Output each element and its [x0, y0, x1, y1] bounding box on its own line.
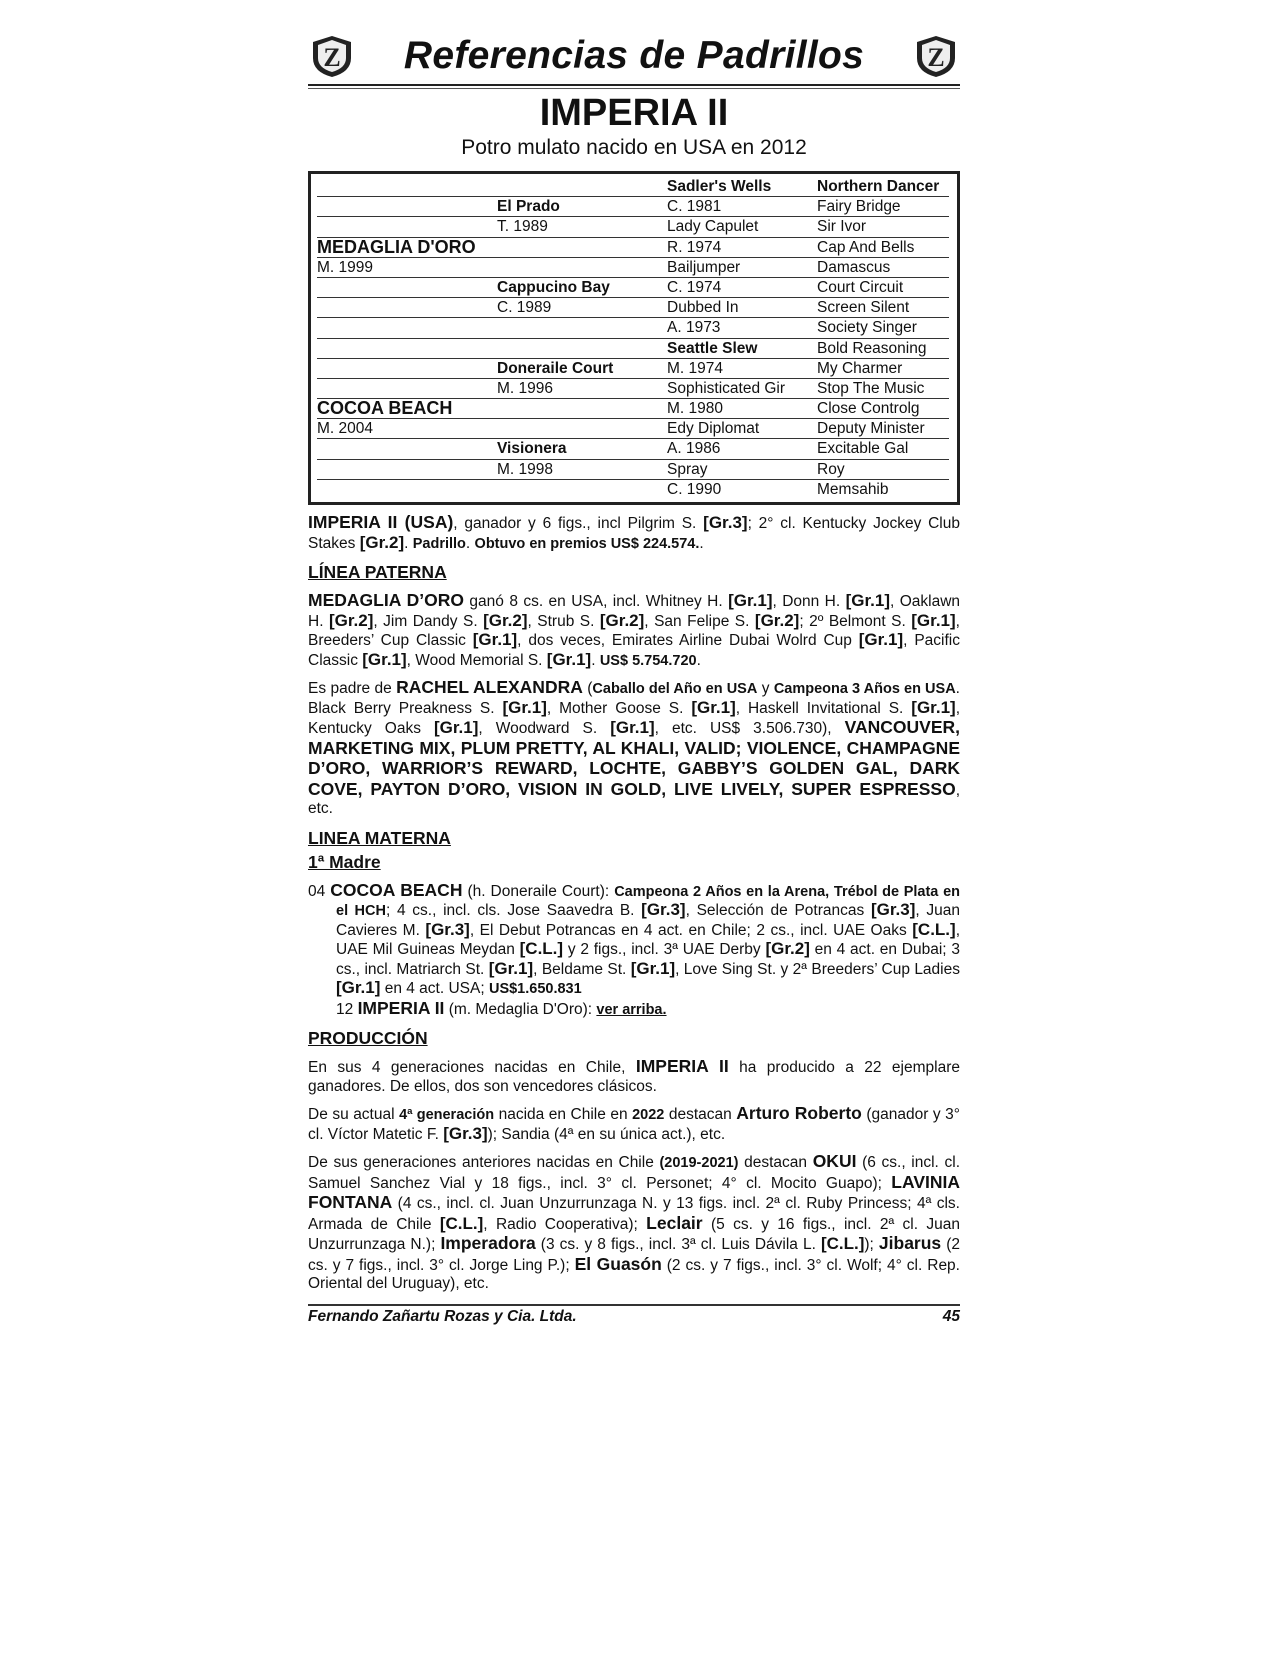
pedigree-row	[317, 480, 949, 499]
pedigree-row	[317, 460, 949, 480]
pedigree-cell: M. 2004	[317, 420, 374, 438]
pedigree-cell: C. 1990	[667, 480, 722, 498]
horse-name: IMPERIA II	[539, 92, 729, 134]
dam-entry: 04 COCOA BEACH (h. Doneraile Court): Campeona 2 Años en la Arena, Trébol de Plata en el HCH; 4 cs., incl. cls. Jose Saavedra B. [Gr.3], Selección de Potrancas [Gr.3], Juan Cavieres M. [Gr.3], El Debut Potrancas en 4 act. en Chile; 2 cs., incl. UAE Oaks [C.L.], UAE Mil Guineas Meydan [C.L.] y 2 figs., incl. 3ª UAE Derby [Gr.2] en 4 act. en Dubai; 3 cs., incl. Matriarch St. [Gr.1], Beldame St. [Gr.1], Love Sing St. y 2ª Breeders’ Cup Ladies [Gr.1] en 4 act. USA; US$1.650.831	[308, 879, 960, 997]
pedigree-cell: Seattle Slew	[667, 339, 758, 357]
primera-madre-heading: 1ª Madre	[308, 851, 381, 872]
linea-materna-heading: LINEA MATERNA	[308, 827, 451, 848]
pedigree-cell: My Charmer	[817, 359, 903, 377]
produccion-paragraph-3: De sus generaciones anteriores nacidas en Chile (2019-2021) destacan OKUI (6 cs., incl. cl. Samuel Sanchez Vial y 18 figs., incl. 3° cl. Personet; 4° cl. Mocito Guapo); LAVINIA FONTANA (4 cs., incl. cl. Juan Unzurrunzaga N. y 13 figs. incl. 2ª cl. Ruby Princess; 4ª cls. Armada de Chile [C.L.], Radio Cooperativa); Leclair (5 cs. y 16 figs., incl. 2ª cl. Juan Unzurrunzaga N.); Imperadora (3 cs. y 8 figs., incl. 3ª cl. Luis Dávila L. [C.L.]); Jibarus (2 cs. y 7 figs., incl. 3° cl. Jorge Ling P.); El Guasón (2 cs. y 7 figs., incl. 3° cl. Wolf; 4° cl. Rep. Oriental del Uruguay), etc.	[308, 1151, 960, 1292]
pedigree-cell: M. 1974	[667, 359, 724, 377]
pedigree-cell: Doneraile Court	[497, 359, 614, 377]
pedigree-cell: Sir Ivor	[817, 218, 867, 236]
pedigree-cell: Lady Capulet	[667, 218, 759, 236]
zanartu-logo-icon	[914, 34, 958, 78]
pedigree-cell: Deputy Minister	[817, 420, 925, 438]
footer-company: Fernando Zañartu Rozas y Cia. Ltda.	[308, 1307, 577, 1325]
pedigree-cell: MEDAGLIA D'ORO	[317, 236, 476, 257]
pedigree-cell: Spray	[667, 460, 708, 478]
dam-produce-entry: 12 IMPERIA II (m. Medaglia D'Oro): ver arriba.	[336, 997, 667, 1018]
pedigree-cell: Visionera	[497, 440, 567, 458]
pedigree-cell: M. 1998	[497, 460, 554, 478]
svg-text:Z: Z	[323, 43, 341, 72]
pedigree-row	[317, 399, 949, 419]
progeny-paragraph: Es padre de RACHEL ALEXANDRA (Caballo del Año en USA y Campeona 3 Años en USA. Black Berry Preakness S. [Gr.1], Mother Goose S. [Gr.1], Haskell Invitational S. [Gr.1], Kentucky Oaks [Gr.1], Woodward S. [Gr.1], etc. US$ 3.506.730), VANCOUVER, MARKETING MIX, PLUM PRETTY, AL KHALI, VALID; VIOLENCE, CHAMPAGNE D’ORO, WARRIOR’S REWARD, LOCHTE, GABBY’S GOLDEN GAL, DARK COVE, PAYTON D’ORO, VISION IN GOLD, LIVE LIVELY, SUPER ESPRESSO, etc.	[308, 677, 960, 817]
pedigree-cell: El Prado	[497, 198, 560, 216]
pedigree-cell: Damascus	[817, 258, 891, 276]
pedigree-cell: M. 1999	[317, 258, 374, 276]
pedigree-row	[317, 298, 949, 318]
pedigree-cell: Edy Diplomat	[667, 420, 760, 438]
pedigree-row	[317, 419, 949, 439]
pedigree-cell: Memsahib	[817, 480, 889, 498]
page-header	[308, 32, 960, 86]
pedigree-cell: C. 1989	[497, 299, 552, 317]
pedigree-cell: C. 1981	[667, 198, 722, 216]
pedigree-row	[317, 339, 949, 359]
pedigree-row	[317, 278, 949, 298]
pedigree-cell: T. 1989	[497, 218, 548, 236]
pedigree-cell: Fairy Bridge	[817, 198, 901, 216]
pedigree-cell: Screen Silent	[817, 299, 910, 317]
sire-paragraph: MEDAGLIA D’ORO ganó 8 cs. en USA, incl. Whitney H. [Gr.1], Donn H. [Gr.1], Oaklawn H. [Gr.2], Jim Dandy S. [Gr.2], Strub S. [Gr.2], San Felipe S. [Gr.2]; 2º Belmont S. [Gr.1], Breeders’ Cup Classic [Gr.1], dos veces, Emirates Airline Dubai Wolrd Cup [Gr.1], Pacific Classic [Gr.1], Wood Memorial S. [Gr.1]. US$ 5.754.720.	[308, 590, 961, 669]
pedigree-cell: Northern Dancer	[817, 178, 940, 195]
page-number: 45	[942, 1307, 960, 1325]
header-rule	[308, 88, 960, 89]
produccion-paragraph-2: De su actual 4ª generación nacida en Chile en 2022 destacan Arturo Roberto (ganador y 3° cl. Víctor Matetic F. [Gr.3]); Sandia (4ª en su única act.), etc.	[308, 1103, 960, 1143]
pedigree-cell: A. 1973	[667, 319, 721, 337]
page-footer	[308, 1304, 960, 1330]
pedigree-row	[317, 379, 949, 399]
pedigree-cell: Cap And Bells	[817, 238, 915, 256]
pedigree-row	[317, 177, 949, 197]
horse-subtitle: Potro mulato nacido en USA en 2012	[461, 136, 807, 159]
pedigree-cell: Bailjumper	[667, 258, 741, 276]
pedigree-cell: Stop The Music	[817, 379, 925, 397]
pedigree-cell: Sadler's Wells	[667, 178, 772, 195]
pedigree-row	[317, 217, 949, 237]
pedigree-cell: Society Singer	[817, 319, 917, 337]
page-header-title: Referencias de Padrillos	[403, 34, 865, 77]
pedigree-cell: Sophisticated Gir	[667, 379, 786, 397]
pedigree-table	[308, 171, 960, 505]
pedigree-cell: Court Circuit	[817, 278, 904, 296]
pedigree-row	[317, 238, 949, 258]
pedigree-cell: M. 1980	[667, 400, 724, 418]
pedigree-cell: R. 1974	[667, 238, 722, 256]
pedigree-cell: Bold Reasoning	[817, 339, 927, 357]
intro-paragraph: IMPERIA II (USA), ganador y 6 figs., incl Pilgrim S. [Gr.3]; 2° cl. Kentucky Jockey Club Stakes [Gr.2]. Padrillo. Obtuvo en premios US$ 224.574..	[308, 512, 960, 552]
linea-paterna-heading: LÍNEA PATERNA	[308, 562, 447, 582]
pedigree-cell: Close Controlg	[817, 400, 920, 418]
pedigree-cell: Dubbed In	[667, 299, 739, 317]
pedigree-cell: Cappucino Bay	[497, 278, 610, 296]
pedigree-row	[317, 197, 949, 217]
pedigree-row	[317, 258, 949, 278]
page	[308, 32, 960, 1330]
pedigree-row	[317, 359, 949, 379]
svg-text:Z: Z	[927, 43, 945, 72]
produccion-paragraph-1: En sus 4 generaciones nacidas en Chile, IMPERIA II ha producido a 22 ejemplare ganadores. De ellos, dos son vencedores clásicos.	[308, 1056, 960, 1095]
pedigree-cell: COCOA BEACH	[317, 398, 453, 419]
produccion-heading: PRODUCCIÓN	[308, 1028, 428, 1048]
pedigree-cell: Excitable Gal	[817, 440, 909, 458]
pedigree-row	[317, 318, 949, 338]
pedigree-row	[317, 439, 949, 459]
pedigree-cell: M. 1996	[497, 379, 554, 397]
ver-arriba-link[interactable]: ver arriba.	[596, 1001, 667, 1018]
pedigree-cell: C. 1974	[667, 278, 722, 296]
pedigree-cell: A. 1986	[667, 440, 721, 458]
pedigree-cell: Roy	[817, 460, 845, 478]
